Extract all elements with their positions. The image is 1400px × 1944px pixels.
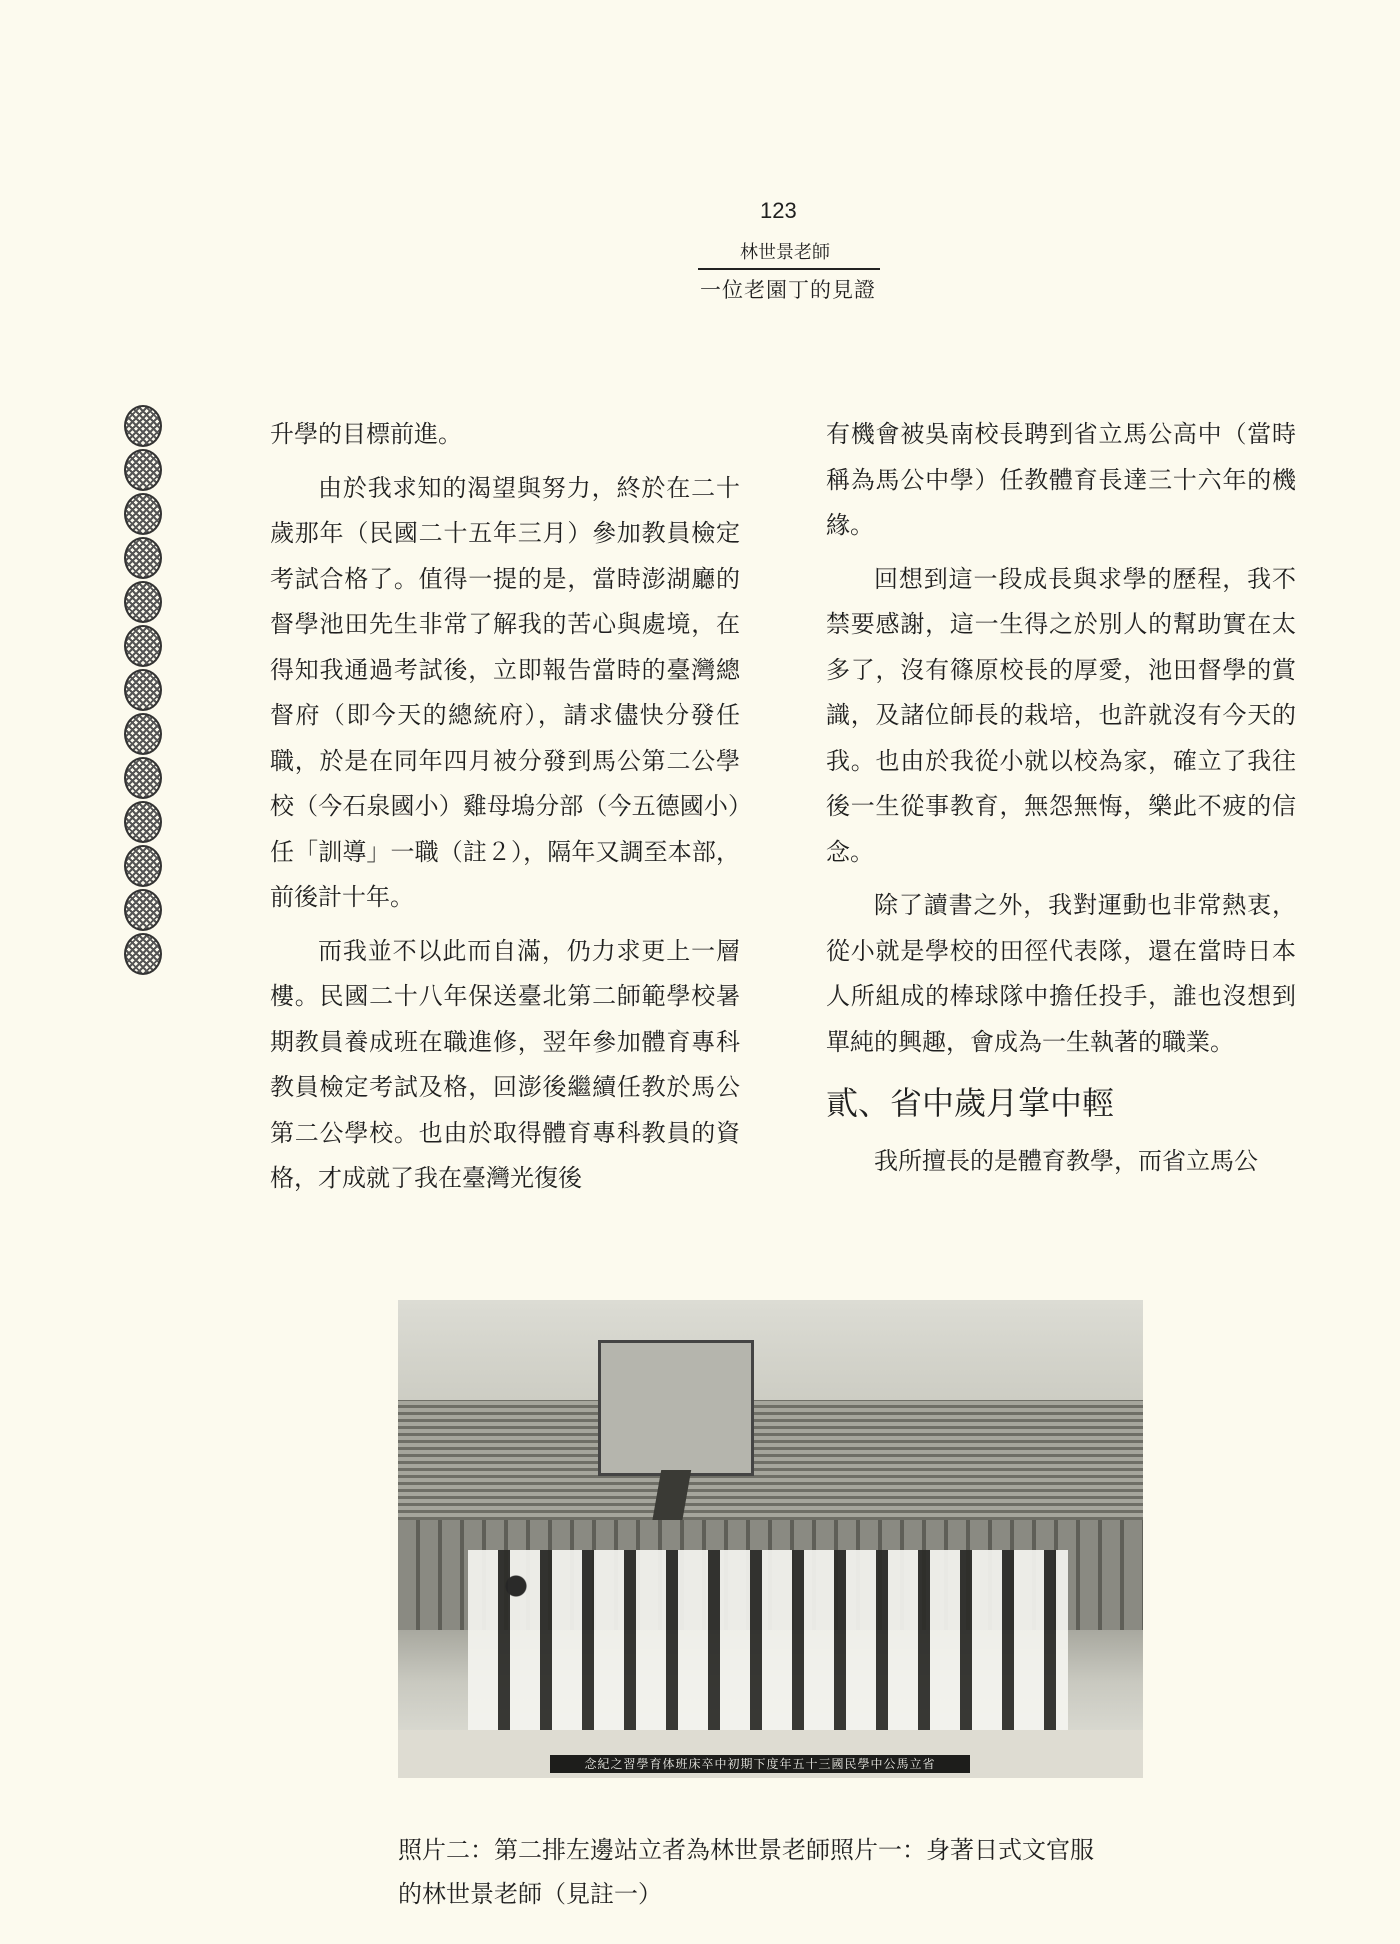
left-column: [270, 412, 740, 1210]
seal-icon: [124, 757, 162, 799]
seal-icon: [124, 933, 162, 975]
seal-icon: [124, 713, 162, 755]
seal-icon: [124, 581, 162, 623]
section-heading: 貳、省中歲月掌中輕: [826, 1084, 1115, 1122]
paragraph: 有機會被吳南校長聘到省立馬公高中（當時稱為馬公中學）任教體育長達三十六年的機緣。: [826, 420, 1296, 539]
photo-caption: [398, 1828, 1198, 1916]
paragraph: 升學的目標前進。: [270, 420, 462, 448]
seal-column: [124, 405, 164, 975]
seal-icon: [124, 889, 162, 931]
right-column: [826, 412, 1296, 1193]
seal-icon: [124, 493, 162, 535]
seal-icon: [124, 669, 162, 711]
paragraph: 由於我求知的渴望與努力，終於在二十歲那年（民國二十五年三月）參加教員檢定考試合格了。值得一提的是，當時澎湖廳的督學池田先生非常了解我的苦心與處境，在得知我通過考試後，立即報告當時的臺灣總督府（即今天的總統府），請求儘快分發任職，於是在同年四月被分發到馬公第二公學校（今石泉國小）雞母塢分部（今五德國小）任「訓導」一職（註２），隔年又調至本部，前後計十年。: [270, 473, 740, 911]
header-rule: [698, 268, 880, 270]
paragraph: 除了讀書之外，我對運動也非常熱衷，從小就是學校的田徑代表隊，還在當時日本人所組成的棒球隊中擔任投手，誰也沒想到單純的興趣，會成為一生執著的職業。: [826, 891, 1296, 1056]
photo-roof: [398, 1400, 1143, 1520]
seal-icon: [124, 625, 162, 667]
photo-people: [468, 1550, 1068, 1730]
paragraph: 而我並不以此而自滿，仍力求更上一層樓。民國二十八年保送臺北第二師範學校暑期教員養成班在職進修，翌年參加體育專科教員檢定考試及格，回澎後繼續任教於馬公第二公學校。也由於取得體育專科教員的資格，才成就了我在臺灣光復後: [270, 936, 740, 1192]
seal-icon: [124, 845, 162, 887]
paragraph: 我所擅長的是體育教學，而省立馬公: [874, 1147, 1258, 1175]
seal-icon: [124, 405, 162, 447]
caption-line: 的林世景老師（見註一）: [398, 1880, 662, 1908]
seal-icon: [124, 801, 162, 843]
team-photo: [398, 1300, 1143, 1778]
paragraph: 回想到這一段成長與求學的歷程，我不禁要感謝，這一生得之於別人的幫助實在太多了，沒有篠原校長的厚愛，池田督學的賞識，及諸位師長的栽培，也許就沒有今天的我。也由於我從小就以校為家，確立了我往後一生從事教育，無怨無悔，樂此不疲的信念。: [826, 564, 1296, 866]
page-number: 123: [760, 198, 797, 223]
photo-caption-strip: 念紀之習學育体班床卒中初期下度年五十三國民學中公馬立省: [550, 1755, 970, 1773]
basketball-backboard: [598, 1340, 754, 1476]
running-title: 林世景老師: [740, 242, 830, 263]
caption-line: 照片二：第二排左邊站立者為林世景老師照片一：身著日式文官服: [398, 1836, 1094, 1864]
seal-icon: [124, 537, 162, 579]
seal-icon: [124, 449, 162, 491]
running-subtitle: 一位老園丁的見證: [700, 278, 876, 302]
